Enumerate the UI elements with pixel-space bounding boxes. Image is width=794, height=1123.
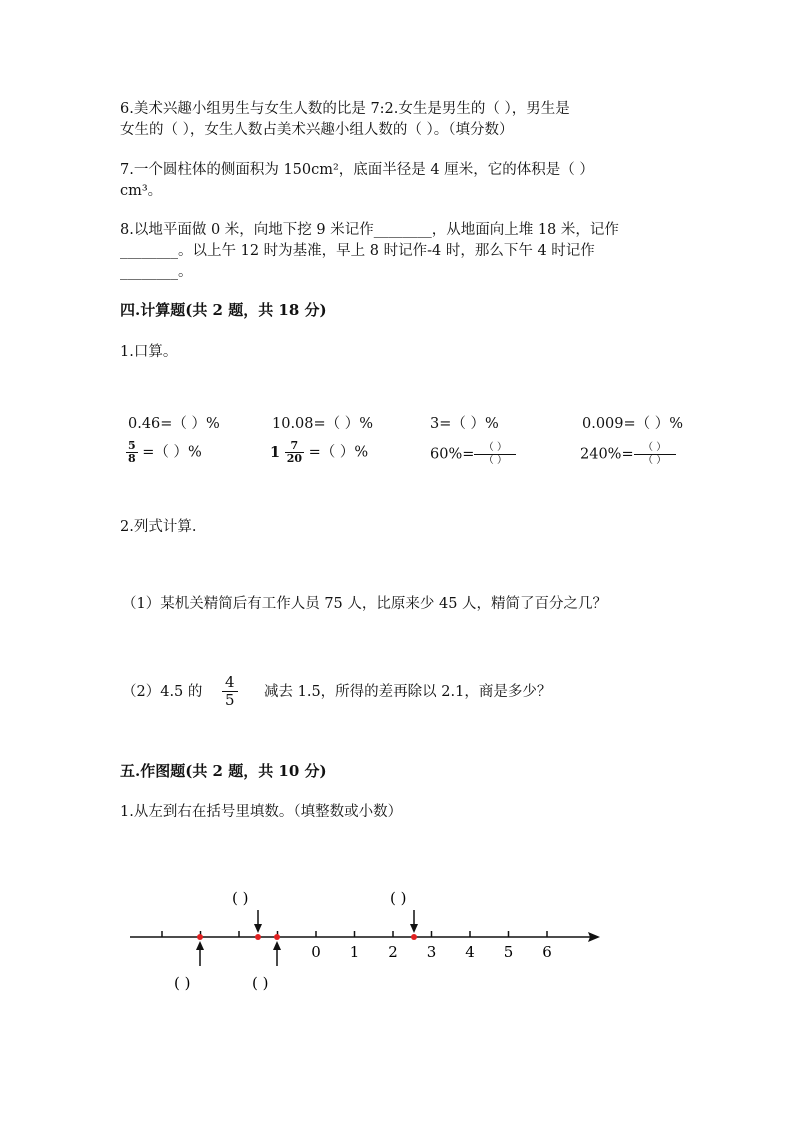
calc-item-8: 240%= $\frac{( )}{( )}$ bbox=[580, 442, 676, 467]
blank-bottom-1: ( ) bbox=[174, 974, 191, 992]
tick-label: 1 bbox=[349, 943, 360, 961]
tick-label: 2 bbox=[388, 943, 398, 961]
calc-item-7: 60%= $\frac{( )}{( )}$ bbox=[430, 442, 516, 467]
calc-item-6: 1 $\frac{7}{20}$ =（ ）% bbox=[270, 439, 369, 465]
section4-q1-title: 1.口算。 bbox=[120, 344, 178, 360]
blank-top-2: ( ) bbox=[390, 889, 407, 907]
calc-item-1: 0.46=（ ）% bbox=[128, 416, 220, 432]
q6-line1: 6.美术兴趣小组男生与女生人数的比是 7:2.女生是男生的（ ），男生是 bbox=[120, 101, 570, 117]
calc-item-3: 3=（ ）% bbox=[430, 416, 499, 432]
q8-line1: 8.以地平面做 0 米，向地下挖 9 米记作________，从地面向上堆 18 米，记作 bbox=[120, 222, 619, 238]
section5-title: 五.作图题(共 2 题，共 10 分) bbox=[120, 762, 327, 780]
tick-label: 5 bbox=[503, 943, 514, 961]
tick-label: 6 bbox=[542, 943, 552, 961]
blank-bottom-2: ( ) bbox=[252, 974, 269, 992]
tick-label: 0 bbox=[311, 943, 321, 961]
q7-line1: 7.一个圆柱体的侧面积为 150cm²，底面半径是 4 厘米，它的体积是（ ） bbox=[120, 162, 594, 178]
tick-label: 4 bbox=[465, 943, 475, 961]
fraction-5-8: $\frac{5}{8}$ bbox=[128, 439, 136, 465]
calc-item-2: 10.08=（ ）% bbox=[272, 416, 374, 432]
arrow-up-1 bbox=[196, 941, 204, 966]
section5-q1-title: 1.从左到右在括号里填数。（填整数或小数） bbox=[120, 804, 403, 820]
q6-line2: 女生的（ ），女生人数占美术兴趣小组人数的（ ）。（填分数） bbox=[120, 122, 514, 138]
arrow-down-2 bbox=[410, 910, 418, 933]
q8-line3: ________。 bbox=[120, 264, 193, 280]
arrow-up-2 bbox=[273, 941, 281, 966]
point-1 bbox=[197, 934, 203, 940]
q8-line2: ________。以上午 12 时为基准，早上 8 时记作-4 时，那么下午 4 时记作 bbox=[120, 243, 595, 259]
blank-fraction: $\frac{( )}{( )}$ bbox=[474, 442, 516, 467]
calc-item-4: 0.009=（ ）% bbox=[582, 416, 684, 432]
calc-item-5: $\frac{5}{8}$ =（ ）% bbox=[128, 439, 202, 465]
section4-title: 四.计算题(共 2 题，共 18 分) bbox=[120, 301, 327, 319]
sub-question-1: （1）某机关精简后有工作人员 75 人，比原来少 45 人，精简了百分之几？ bbox=[122, 596, 608, 612]
sub-question-2-prefix: （2）4.5 的 bbox=[122, 684, 203, 700]
point-2 bbox=[255, 934, 261, 940]
fraction-4-5: $\frac{4}{5}$ bbox=[222, 674, 238, 709]
q7-line2: cm³。 bbox=[120, 183, 163, 199]
blank-fraction: $\frac{( )}{( )}$ bbox=[634, 442, 676, 467]
number-line bbox=[0, 870, 794, 1000]
point-3 bbox=[274, 934, 280, 940]
sub-question-2-suffix: 减去 1.5，所得的差再除以 2.1，商是多少？ bbox=[264, 684, 552, 700]
point-4 bbox=[411, 934, 417, 940]
blank-top-1: ( ) bbox=[232, 889, 249, 907]
section4-q2-title: 2.列式计算. bbox=[120, 519, 197, 535]
tick-label: 3 bbox=[426, 943, 437, 961]
arrow-down-1 bbox=[254, 910, 262, 933]
fraction-7-20: $\frac{7}{20}$ bbox=[286, 439, 303, 465]
